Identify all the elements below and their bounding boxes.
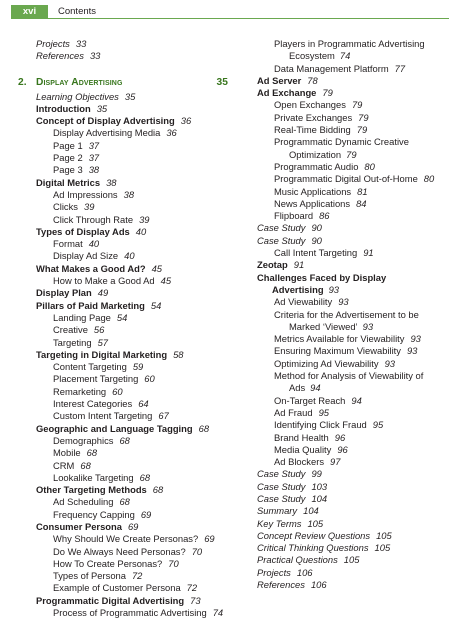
toc-entry-page: 95 [372, 419, 384, 431]
toc-entry-page: 36 [166, 127, 177, 139]
toc-entry-page: 90 [311, 222, 322, 234]
toc-entry-page: 90 [311, 234, 322, 246]
toc-entry-title: On-Target Reach [274, 394, 346, 406]
chapter-heading[interactable] [18, 76, 228, 90]
toc-entry-title: Programmatic Dynamic Creative [274, 136, 409, 148]
toc-entry[interactable] [36, 214, 250, 226]
toc-entry[interactable] [36, 373, 250, 385]
toc-entry-title: Process of Programmatic Advertising [53, 607, 207, 619]
toc-entry[interactable] [257, 542, 457, 554]
toc-entry-page: 79 [356, 124, 368, 136]
toc-entry-page: 105 [374, 542, 391, 554]
toc-entry-page: 54 [116, 311, 128, 323]
toc-entry-page: 94 [351, 394, 362, 406]
toc-entry-title: Projects [257, 566, 291, 578]
chapter-page: 35 [216, 76, 228, 88]
toc-entry[interactable] [257, 161, 457, 173]
toc-entry-title: Identifying Click Fraud [274, 419, 367, 431]
toc-entry[interactable] [36, 361, 250, 373]
toc-entry[interactable] [36, 226, 250, 238]
toc-entry-page: 79 [346, 148, 357, 160]
toc-entry[interactable] [257, 112, 457, 124]
toc-entry-title-continued-text: Optimization [289, 148, 342, 160]
toc-entry[interactable] [257, 407, 457, 419]
toc-entry-page: 96 [334, 431, 346, 443]
toc-entry-title: Case Study [257, 234, 306, 246]
toc-entry[interactable] [257, 136, 457, 161]
toc-entry-page: 84 [356, 197, 367, 209]
toc-entry[interactable] [257, 124, 457, 136]
toc-entry[interactable] [36, 189, 250, 201]
toc-entry-title: Mobile [53, 447, 81, 459]
toc-entry-title: Open Exchanges [274, 99, 346, 111]
toc-entry[interactable] [257, 493, 457, 505]
toc-entry[interactable] [257, 87, 457, 99]
toc-entry-title: What Makes a Good Ad? [36, 262, 146, 274]
toc-entry-title: Display Plan [36, 287, 92, 299]
toc-entry-page: 38 [88, 164, 100, 176]
toc-entry-page: 38 [106, 176, 117, 188]
toc-entry-title: Practical Questions [257, 554, 338, 566]
toc-entry-page: 97 [330, 456, 341, 468]
toc-entry[interactable] [257, 222, 457, 234]
toc-entry-title: Remarketing [53, 385, 107, 397]
toc-entry-page: 70 [168, 557, 179, 569]
toc-entry-title: Content Targeting [53, 361, 127, 373]
toc-entry-title: Geographic and Language Tagging [36, 422, 193, 434]
toc-entry-page: 73 [190, 594, 201, 606]
toc-right-column [257, 38, 457, 591]
toc-entry-page: 96 [337, 443, 348, 455]
toc-entry-title: Page 2 [53, 152, 83, 164]
toc-entry-title: Key Terms [257, 517, 302, 529]
toc-entry-title: References [257, 579, 305, 591]
toc-entry-title: Creative [53, 324, 88, 336]
toc-entry-page: 68 [152, 484, 164, 496]
toc-entry-title: Ad Fraud [274, 406, 313, 418]
toc-entry-page: 69 [127, 520, 139, 532]
toc-entry-page: 40 [135, 225, 147, 237]
toc-entry-title-continued [257, 284, 457, 296]
toc-entry[interactable] [257, 99, 457, 111]
toc-entry[interactable] [257, 579, 457, 591]
toc-entry-page: 60 [112, 385, 123, 397]
toc-entry[interactable] [36, 300, 250, 312]
header-rule [11, 18, 449, 19]
chapter-title: Display Advertising [36, 76, 123, 88]
toc-entry-title: Targeting [53, 336, 92, 348]
toc-entry-page: 36 [180, 115, 192, 127]
toc-entry-title: Click Through Rate [53, 213, 134, 225]
toc-entry-page: 93 [328, 283, 340, 295]
toc-entry-page: 104 [303, 505, 319, 517]
toc-entry-page: 106 [296, 566, 313, 578]
toc-entry-page: 60 [144, 373, 155, 385]
toc-entry[interactable] [36, 127, 250, 139]
toc-entry-title: Types of Persona [53, 570, 126, 582]
toc-entry-page: 77 [394, 62, 406, 74]
toc-entry-title: CRM [53, 459, 75, 471]
toc-entry[interactable] [36, 435, 250, 447]
toc-entry-title: Do We Always Need Personas? [53, 545, 186, 557]
toc-entry-title: Display Ad Size [53, 250, 119, 262]
toc-entry-title: Case Study [257, 492, 306, 504]
toc-entry[interactable] [257, 173, 457, 185]
toc-entry-title: Pillars of Paid Marketing [36, 299, 145, 311]
toc-entry-title: Summary [257, 505, 298, 517]
toc-entry[interactable] [257, 530, 457, 542]
toc-entry-title: Metrics Available for Viewability [274, 333, 405, 345]
toc-entry-page: 49 [97, 287, 109, 299]
toc-entry-page: 54 [150, 299, 162, 311]
toc-entry[interactable] [36, 447, 250, 459]
toc-entry-title: News Applications [274, 197, 351, 209]
toc-entry[interactable] [36, 496, 250, 508]
toc-entry[interactable] [36, 386, 250, 398]
toc-entry-title: Page 1 [53, 139, 83, 151]
toc-entry-title: Players in Programmatic Advertising [274, 38, 425, 49]
toc-entry-page: 35 [96, 102, 108, 114]
page-header [0, 0, 460, 20]
toc-pre-chapter-list [36, 38, 250, 63]
toc-entry[interactable] [257, 259, 457, 271]
toc-entry[interactable] [36, 484, 250, 496]
toc-entry-page: 86 [319, 210, 330, 222]
toc-entry-title-continued [274, 321, 457, 333]
toc-entry[interactable] [257, 198, 457, 210]
toc-entry[interactable] [36, 423, 250, 435]
toc-entry-title-continued-text: Advertising [272, 283, 324, 295]
toc-entry-page: 64 [138, 398, 149, 410]
toc-entry[interactable] [257, 345, 457, 357]
toc-entry[interactable] [36, 558, 250, 570]
toc-entry-title: Programmatic Digital Advertising [36, 594, 185, 606]
toc-entry-title: Lookalike Targeting [53, 471, 134, 483]
toc-entry[interactable] [36, 410, 250, 422]
toc-entry[interactable] [257, 518, 457, 530]
toc-entry-title: Data Management Platform [274, 62, 389, 74]
toc-entry-title: Media Quality [274, 443, 332, 455]
toc-entry-title: Landing Page [53, 311, 111, 323]
toc-entry[interactable] [36, 103, 250, 115]
toc-entry[interactable] [257, 333, 457, 345]
toc-entry-title-continued [274, 50, 457, 62]
toc-entry[interactable] [257, 247, 457, 259]
toc-entry[interactable] [257, 38, 457, 63]
toc-entry-page: 69 [204, 533, 215, 545]
toc-entry-page: 105 [343, 554, 360, 566]
toc-entry-title: Demographics [53, 434, 114, 446]
toc-entry[interactable] [36, 570, 250, 582]
toc-entry-title: Real-Time Bidding [274, 124, 351, 136]
toc-entry-page: 33 [75, 38, 87, 49]
toc-entry-title: Other Targeting Methods [36, 484, 147, 496]
toc-entry-page: 33 [89, 50, 101, 62]
toc-entry[interactable] [36, 509, 250, 521]
toc-entry-page: 95 [318, 406, 329, 418]
toc-entry-page: 74 [212, 607, 224, 619]
toc-entry-title: Criteria for the Advertisement to be [274, 308, 419, 320]
toc-entry-page: 106 [310, 579, 327, 591]
toc-entry[interactable] [36, 50, 250, 62]
toc-entry-title: Types of Display Ads [36, 225, 130, 237]
toc-entry-title: Targeting in Digital Marketing [36, 348, 168, 360]
toc-entry-list [36, 91, 250, 620]
toc-entry-page: 93 [384, 357, 395, 369]
toc-entry[interactable] [36, 38, 250, 50]
toc-entry-title: Introduction [36, 102, 91, 114]
toc-entry-page: 68 [198, 422, 210, 434]
toc-entry-title: Consumer Persona [36, 520, 122, 532]
toc-entry-title-continued [274, 149, 457, 161]
toc-entry[interactable] [257, 419, 457, 431]
toc-entry-page: 78 [307, 74, 318, 86]
toc-entry[interactable] [36, 398, 250, 410]
toc-entry[interactable] [257, 432, 457, 444]
toc-entry[interactable] [36, 595, 250, 607]
toc-entry-title: Case Study [257, 480, 306, 492]
toc-entry-page: 81 [357, 185, 368, 197]
toc-entry-page: 58 [173, 348, 184, 360]
toc-entry-page: 79 [322, 87, 333, 99]
toc-entry-page: 57 [97, 336, 109, 348]
toc-entry-page: 79 [351, 99, 363, 111]
toc-entry-title: Concept Review Questions [257, 529, 371, 541]
toc-entry-title: Clicks [53, 201, 78, 213]
toc-entry-title: Interest Categories [53, 398, 133, 410]
toc-entry-page: 93 [406, 345, 418, 357]
toc-entry-page: 37 [88, 152, 100, 164]
toc-entry-title-continued [274, 382, 457, 394]
toc-entry-title: How To Create Personas? [53, 557, 163, 569]
toc-entry-title: Projects [36, 38, 70, 49]
toc-entry[interactable] [257, 272, 457, 297]
toc-entry-title: Challenges Faced by Display [257, 271, 387, 283]
toc-entry[interactable] [257, 468, 457, 480]
toc-entry-title-continued-text: Ecosystem [289, 50, 335, 62]
toc-entry-page: 80 [364, 160, 375, 172]
toc-entry-page: 72 [186, 582, 198, 594]
toc-entry-title: Format [53, 238, 83, 250]
page-number-badge: xvi [11, 5, 48, 18]
toc-entry-title: References [36, 50, 84, 62]
toc-entry[interactable] [257, 186, 457, 198]
toc-entry[interactable] [36, 533, 250, 545]
toc-entry-page: 37 [88, 139, 100, 151]
toc-entry-title: Brand Health [274, 431, 329, 443]
toc-entry-title: Optimizing Ad Viewability [274, 357, 379, 369]
toc-entry[interactable] [257, 481, 457, 493]
toc-entry-page: 40 [88, 238, 100, 250]
toc-entry[interactable] [36, 164, 250, 176]
toc-entry[interactable] [257, 505, 457, 517]
toc-entry[interactable] [257, 63, 457, 75]
toc-entry[interactable] [36, 521, 250, 533]
toc-entry-title: Example of Customer Persona [53, 582, 181, 594]
toc-entry-page: 79 [358, 111, 369, 123]
toc-entry-title: Custom Intent Targeting [53, 410, 153, 422]
toc-entry-page: 69 [140, 508, 152, 520]
toc-entry-title: Call Intent Targeting [274, 247, 358, 259]
toc-entry[interactable] [257, 567, 457, 579]
toc-entry-page: 99 [311, 468, 322, 480]
toc-entry-title: Why Should We Create Personas? [53, 533, 199, 545]
toc-entry-title: Ad Server [257, 74, 302, 86]
toc-entry-page: 72 [131, 570, 143, 582]
toc-entry-title: How to Make a Good Ad [53, 275, 155, 287]
toc-entry-page: 35 [124, 90, 136, 102]
toc-entry-page: 39 [139, 213, 150, 225]
toc-entry-title-continued-text: Ads [289, 382, 306, 394]
toc-entry[interactable] [36, 324, 250, 336]
toc-entry[interactable] [257, 210, 457, 222]
toc-entry-page: 67 [158, 410, 169, 422]
running-header-title: Contents [58, 6, 97, 17]
toc-entry-page: 105 [307, 517, 324, 529]
toc-entry-title: Case Study [257, 468, 306, 480]
toc-entry[interactable] [36, 140, 250, 152]
toc-entry-title: Ensuring Maximum Viewability [274, 345, 401, 357]
toc-entry-title: Zeotap [257, 259, 288, 271]
toc-entry[interactable] [257, 75, 457, 87]
toc-entry[interactable] [36, 250, 250, 262]
toc-entry-title: Placement Targeting [53, 373, 139, 385]
toc-entry-list [257, 38, 457, 591]
toc-entry-title: Ad Scheduling [53, 496, 114, 508]
toc-entry-page: 74 [339, 50, 351, 62]
toc-entry-title: Case Study [257, 222, 306, 234]
toc-entry-title: Ad Impressions [53, 188, 118, 200]
chapter-number: 2. [18, 76, 27, 88]
toc-entry-page: 103 [311, 480, 328, 492]
toc-entry[interactable] [36, 115, 250, 127]
toc-entry[interactable] [36, 201, 250, 213]
toc-entry-page: 80 [423, 173, 435, 185]
toc-entry-page: 91 [363, 247, 374, 259]
toc-entry-page: 68 [80, 459, 91, 471]
toc-entry-page: 93 [362, 320, 374, 332]
toc-entry[interactable] [257, 309, 457, 334]
toc-entry[interactable] [257, 395, 457, 407]
toc-entry[interactable] [36, 337, 250, 349]
toc-entry[interactable] [36, 582, 250, 594]
toc-entry[interactable] [36, 263, 250, 275]
toc-entry-title: Ad Blockers [274, 456, 325, 468]
toc-entry-title: Critical Thinking Questions [257, 542, 369, 554]
toc-entry-title: Concept of Display Advertising [36, 115, 175, 127]
toc-entry-title: Ad Exchange [257, 87, 317, 99]
toc-entry-title: Music Applications [274, 185, 352, 197]
toc-entry-page: 94 [310, 382, 321, 394]
toc-entry[interactable] [257, 358, 457, 370]
toc-entry-title-continued-text: Marked ‘Viewed’ [289, 320, 358, 332]
toc-entry[interactable] [36, 472, 250, 484]
toc-entry-title: Learning Objectives [36, 90, 119, 102]
toc-entry-page: 68 [119, 434, 130, 446]
toc-entry[interactable] [257, 235, 457, 247]
toc-entry-page: 105 [376, 529, 392, 541]
toc-entry[interactable] [36, 152, 250, 164]
toc-entry[interactable] [36, 275, 250, 287]
toc-entry[interactable] [36, 91, 250, 103]
toc-entry-title: Private Exchanges [274, 111, 353, 123]
toc-entry[interactable] [36, 238, 250, 250]
toc-entry-page: 104 [311, 492, 328, 504]
toc-entry-page: 93 [410, 333, 421, 345]
toc-entry[interactable] [257, 456, 457, 468]
toc-entry-title: Page 3 [53, 164, 83, 176]
toc-entry-page: 68 [119, 496, 130, 508]
toc-entry-title: Digital Metrics [36, 176, 101, 188]
toc-entry[interactable] [257, 296, 457, 308]
toc-entry-title: Ad Viewability [274, 296, 333, 308]
toc-entry[interactable] [257, 554, 457, 566]
toc-entry-page: 68 [86, 447, 98, 459]
toc-entry[interactable] [36, 460, 250, 472]
toc-entry-page: 93 [338, 296, 349, 308]
toc-entry[interactable] [257, 370, 457, 395]
toc-entry-title: Display Advertising Media [53, 127, 161, 139]
toc-entry-page: 39 [84, 201, 95, 213]
toc-entry[interactable] [36, 546, 250, 558]
toc-entry-title: Frequency Capping [53, 508, 135, 520]
toc-entry-page: 70 [191, 545, 203, 557]
toc-entry[interactable] [36, 287, 250, 299]
toc-entry-page: 40 [124, 250, 135, 262]
toc-entry-page: 56 [93, 324, 105, 336]
toc-entry-title: Flipboard [274, 210, 314, 222]
toc-entry-page: 91 [293, 259, 305, 271]
toc-entry[interactable] [36, 607, 250, 619]
toc-entry[interactable] [257, 444, 457, 456]
toc-entry-page: 59 [132, 361, 144, 373]
toc-left-column [18, 38, 250, 619]
toc-entry-page: 68 [139, 471, 151, 483]
toc-entry[interactable] [36, 177, 250, 189]
toc-entry-page: 45 [151, 262, 162, 274]
toc-entry[interactable] [36, 312, 250, 324]
toc-entry[interactable] [36, 349, 250, 361]
toc-entry-title: Programmatic Digital Out-of-Home [274, 173, 418, 185]
toc-entry-page: 38 [123, 188, 135, 200]
toc-entry-title: Programmatic Audio [274, 160, 359, 172]
toc-entry-page: 45 [160, 275, 172, 287]
toc-entry-title: Method for Analysis of Viewability of [274, 370, 424, 382]
